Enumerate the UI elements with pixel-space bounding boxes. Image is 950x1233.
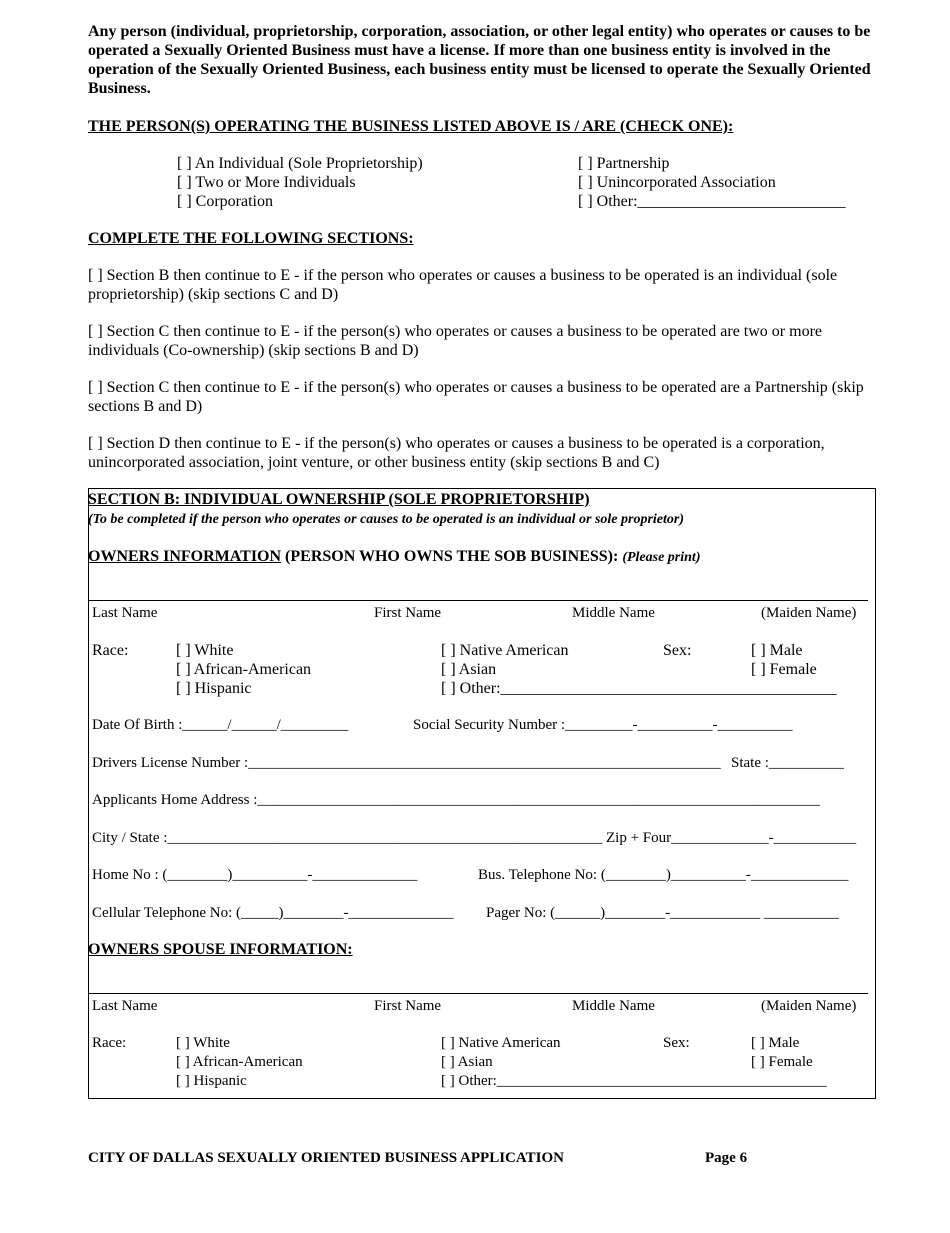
owner-race-other[interactable]: [ ] Other:__________________________________________	[441, 680, 837, 697]
spouse-maiden-name-label: (Maiden Name)	[761, 998, 857, 1014]
complete-sections-heading: COMPLETE THE FOLLOWING SECTIONS:	[88, 230, 414, 247]
owner-race-hispanic[interactable]: [ ] Hispanic	[176, 680, 252, 697]
owners-info-please-print: (Please print)	[622, 550, 701, 565]
spouse-race-asian[interactable]: [ ] Asian	[441, 1054, 493, 1070]
owner-sex-label: Sex:	[663, 642, 692, 659]
owner-race-asian[interactable]: [ ] Asian	[441, 661, 497, 678]
operator-option-partnership[interactable]: [ ] Partnership	[578, 155, 670, 172]
spouse-info-heading: OWNERS SPOUSE INFORMATION:	[88, 941, 353, 958]
owner-pager-field[interactable]: Pager No: (______)________-____________ __________	[486, 905, 839, 921]
owner-city-state-field[interactable]: City / State :__________________________________________________________	[92, 830, 603, 846]
spouse-middle-name-label: Middle Name	[572, 998, 655, 1014]
owner-middle-name-label: Middle Name	[572, 605, 655, 621]
owner-sex-male[interactable]: [ ] Male	[751, 642, 803, 659]
spouse-sex-label: Sex:	[663, 1035, 690, 1051]
owner-dl-state-field[interactable]: State :__________	[731, 755, 844, 771]
footer-page-number: Page 6	[705, 1150, 748, 1166]
section-instruction-b[interactable]: [ ] Section B then continue to E - if the person who operates or causes a business to be operated is an individual (sole proprietorship) (skip sections C and D)	[88, 267, 838, 303]
owner-ssn-field[interactable]: Social Security Number :_________-__________-__________	[413, 717, 793, 733]
spouse-name-line[interactable]	[88, 993, 868, 994]
operator-option-corporation[interactable]: [ ] Corporation	[177, 193, 273, 210]
owner-zip-field[interactable]: Zip + Four_____________-___________	[606, 830, 857, 846]
section-b-subtitle: (To be completed if the person who operates or causes to be operated is an individual or sole proprietor)	[88, 512, 685, 527]
owner-race-white[interactable]: [ ] White	[176, 642, 234, 659]
owner-first-name-label: First Name	[374, 605, 442, 621]
owner-race-label: Race:	[92, 642, 129, 659]
owner-race-african-american[interactable]: [ ] African-American	[176, 661, 312, 678]
owner-business-phone-field[interactable]: Bus. Telephone No: (________)__________-_____________	[478, 867, 849, 883]
section-instruction-d[interactable]: [ ] Section D then continue to E - if the person(s) who operates or causes a business to be operated is a corporation, unincorporated association, joint venture, or other business entity (skip sections B and C)	[88, 435, 825, 471]
intro-paragraph: Any person (individual, proprietorship, corporation, association, or other legal entity) who operates or causes to be operated a Sexually Oriented Business must have a license. If more than one business entity is involved in the operation of the Sexually Oriented Business, each business entity must be licensed to operate the Sexually Oriented Business.	[88, 23, 871, 97]
spouse-race-white[interactable]: [ ] White	[176, 1035, 230, 1051]
owners-info-heading-underlined: OWNERS INFORMATION	[88, 548, 282, 565]
owner-name-line[interactable]	[88, 600, 868, 601]
footer-title: CITY OF DALLAS SEXUALLY ORIENTED BUSINESS APPLICATION	[88, 1150, 564, 1166]
spouse-race-other[interactable]: [ ] Other:____________________________________________	[441, 1073, 827, 1089]
spouse-first-name-label: First Name	[374, 998, 442, 1014]
section-instruction-c-partnership[interactable]: [ ] Section C then continue to E - if the person(s) who operates or causes a business to be operated are a Partnership (skip sections B and D)	[88, 379, 864, 415]
spouse-race-hispanic[interactable]: [ ] Hispanic	[176, 1073, 247, 1089]
operator-option-other[interactable]: [ ] Other:__________________________	[578, 193, 846, 210]
spouse-sex-female[interactable]: [ ] Female	[751, 1054, 813, 1070]
owner-home-phone-field[interactable]: Home No : (________)__________-______________	[92, 867, 418, 883]
owner-maiden-name-label: (Maiden Name)	[761, 605, 857, 621]
spouse-sex-male[interactable]: [ ] Male	[751, 1035, 800, 1051]
operator-option-two-or-more[interactable]: [ ] Two or More Individuals	[177, 174, 356, 191]
operators-heading: THE PERSON(S) OPERATING THE BUSINESS LISTED ABOVE IS / ARE (CHECK ONE):	[88, 118, 734, 135]
owner-race-native-american[interactable]: [ ] Native American	[441, 642, 569, 659]
spouse-race-native-american[interactable]: [ ] Native American	[441, 1035, 561, 1051]
owner-sex-female[interactable]: [ ] Female	[751, 661, 817, 678]
owner-cell-phone-field[interactable]: Cellular Telephone No: (_____)________-______________	[92, 905, 454, 921]
operator-option-individual[interactable]: [ ] An Individual (Sole Proprietorship)	[177, 155, 423, 172]
owner-date-of-birth-field[interactable]: Date Of Birth :______/______/_________	[92, 717, 349, 733]
section-b-title: SECTION B: INDIVIDUAL OWNERSHIP (SOLE PROPRIETORSHIP)	[88, 491, 590, 508]
owner-last-name-label: Last Name	[92, 605, 158, 621]
spouse-race-african-american[interactable]: [ ] African-American	[176, 1054, 303, 1070]
owner-drivers-license-field[interactable]: Drivers License Number :_______________________________________________________________	[92, 755, 721, 771]
operator-option-unincorporated[interactable]: [ ] Unincorporated Association	[578, 174, 776, 191]
spouse-last-name-label: Last Name	[92, 998, 158, 1014]
owners-info-heading-rest: (PERSON WHO OWNS THE SOB BUSINESS):	[281, 548, 619, 565]
owners-info-heading	[88, 547, 700, 567]
owner-home-address-field[interactable]: Applicants Home Address :___________________________________________________________________________	[92, 792, 820, 808]
section-instruction-c-coownership[interactable]: [ ] Section C then continue to E - if the person(s) who operates or causes a business to be operated are two or more individuals (Co-ownership) (skip sections B and D)	[88, 323, 822, 359]
spouse-race-label: Race:	[92, 1035, 127, 1051]
